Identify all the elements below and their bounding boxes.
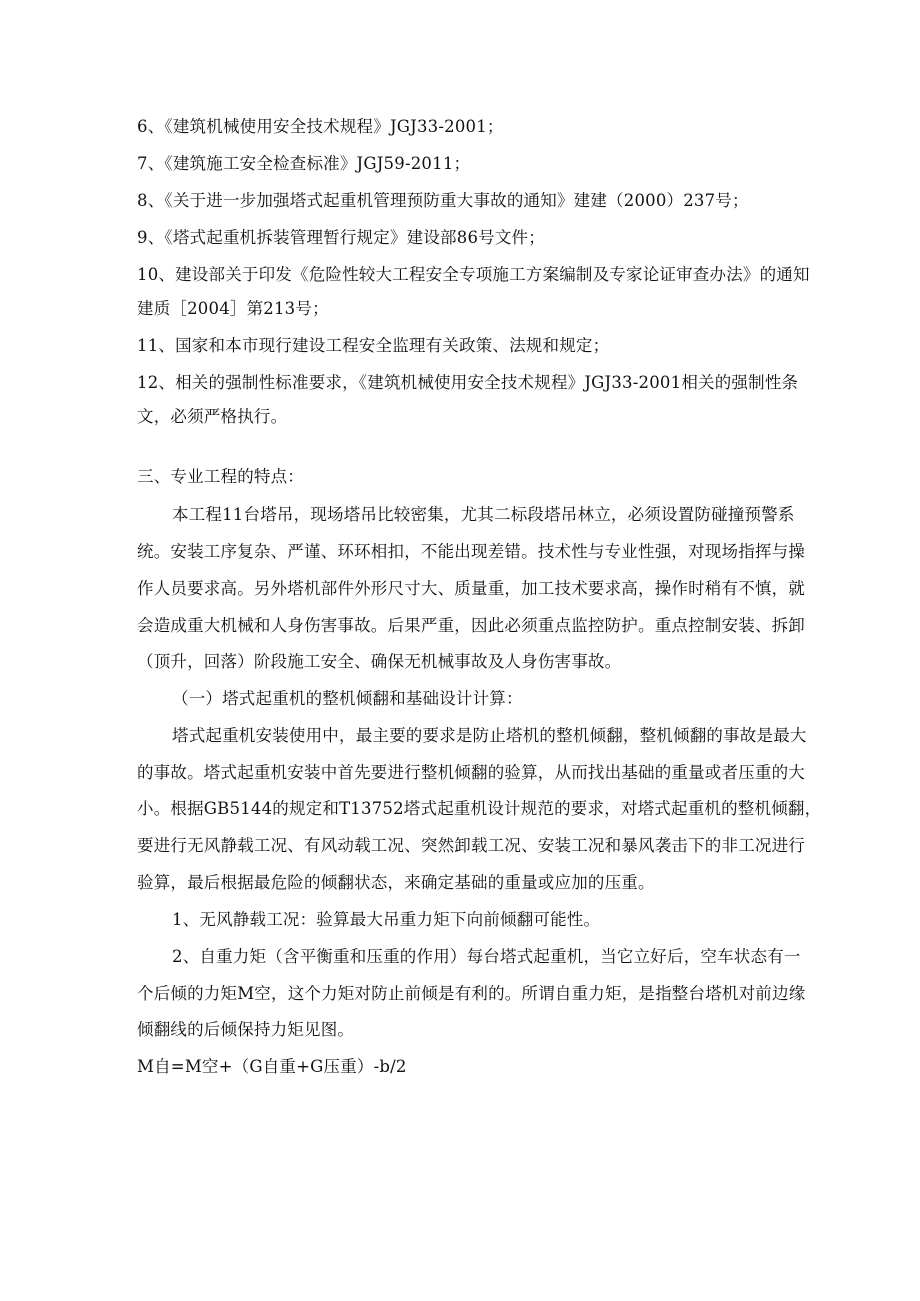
ref-item-10: 10、建设部关于印发《危险性较大工程安全专项施工方案编制及专家论证审查办法》的通知 [137,265,810,284]
para2-line: 验算，最后根据最危险的倾翻状态，来确定基础的重量或应加的压重。 [137,873,655,892]
para2-line: 的事故。塔式起重机安装中首先要进行整机倾翻的验算，从而找出基础的重量或者压重的大 [137,763,805,782]
ref-item-12-cont: 文，必须严格执行。 [137,407,288,426]
item-2-line: 2、自重力矩（含平衡重和压重的作用）每台塔式起重机，当它立好后，空车状态有一 [172,947,801,966]
section-title: 三、专业工程的特点： [137,467,304,486]
ref-item-12: 12、相关的强制性标准要求，《建筑机械使用安全技术规程》JGJ33-2001相关的强制性条 [137,373,799,392]
para1-line: 作人员要求高。另外塔机部件外形尺寸大、质量重，加工技术要求高，操作时稍有不慎，就 [137,579,805,598]
ref-item-7: 7、《建筑施工安全检查标准》JGJ59-2011； [137,154,471,173]
item-2-line: 倾翻线的后倾保持力矩见图。 [137,1020,355,1039]
para1-line: 本工程11台塔吊，现场塔吊比较密集，尤其二标段塔吊林立，必须设置防碰撞预警系 [172,505,795,524]
ref-item-10-cont: 建质［2004］第213号； [137,299,329,318]
para2-line: 要进行无风静载工况、有风动载工况、突然卸载工况、安装工况和暴风袭击下的非工况进行 [137,836,805,855]
ref-item-8: 8、《关于进一步加强塔式起重机管理预防重大事故的通知》建建（2000）237号； [137,191,749,210]
ref-item-6: 6、《建筑机械使用安全技术规程》JGJ33-2001； [137,117,504,136]
ref-item-9: 9、《塔式起重机拆装管理暂行规定》建设部86号文件； [137,228,545,247]
ref-item-11: 11、国家和本市现行建设工程安全监理有关政策、法规和规定； [137,336,610,355]
item-2-line: 个后倾的力矩M空，这个力矩对防止前倾是有利的。所谓自重力矩，是指整台塔机对前边缘 [137,984,806,1003]
para1-line: 会造成重大机械和人身伤害事故。后果严重，因此必须重点监控防护。重点控制安装、拆卸 [137,616,805,635]
subsection-title: （一）塔式起重机的整机倾翻和基础设计计算： [172,689,523,708]
para2-line: 塔式起重机安装使用中，最主要的要求是防止塔机的整机倾翻，整机倾翻的事故是最大 [172,726,807,745]
para1-line: （顶升，回落）阶段施工安全、确保无机械事故及人身伤害事故。 [137,652,622,671]
formula: M自=M空+（G自重+G压重）-b/2 [137,1057,407,1076]
item-1: 1、无风静载工况：验算最大吊重力矩下向前倾翻可能性。 [172,910,601,929]
para1-line: 统。安装工序复杂、严谨、环环相扣，不能出现差错。技术性与专业性强，对现场指挥与操 [137,542,805,561]
para2-line: 小。根据GB5144的规定和T13752塔式起重机设计规范的要求，对塔式起重机的整机倾翻， [137,799,822,818]
